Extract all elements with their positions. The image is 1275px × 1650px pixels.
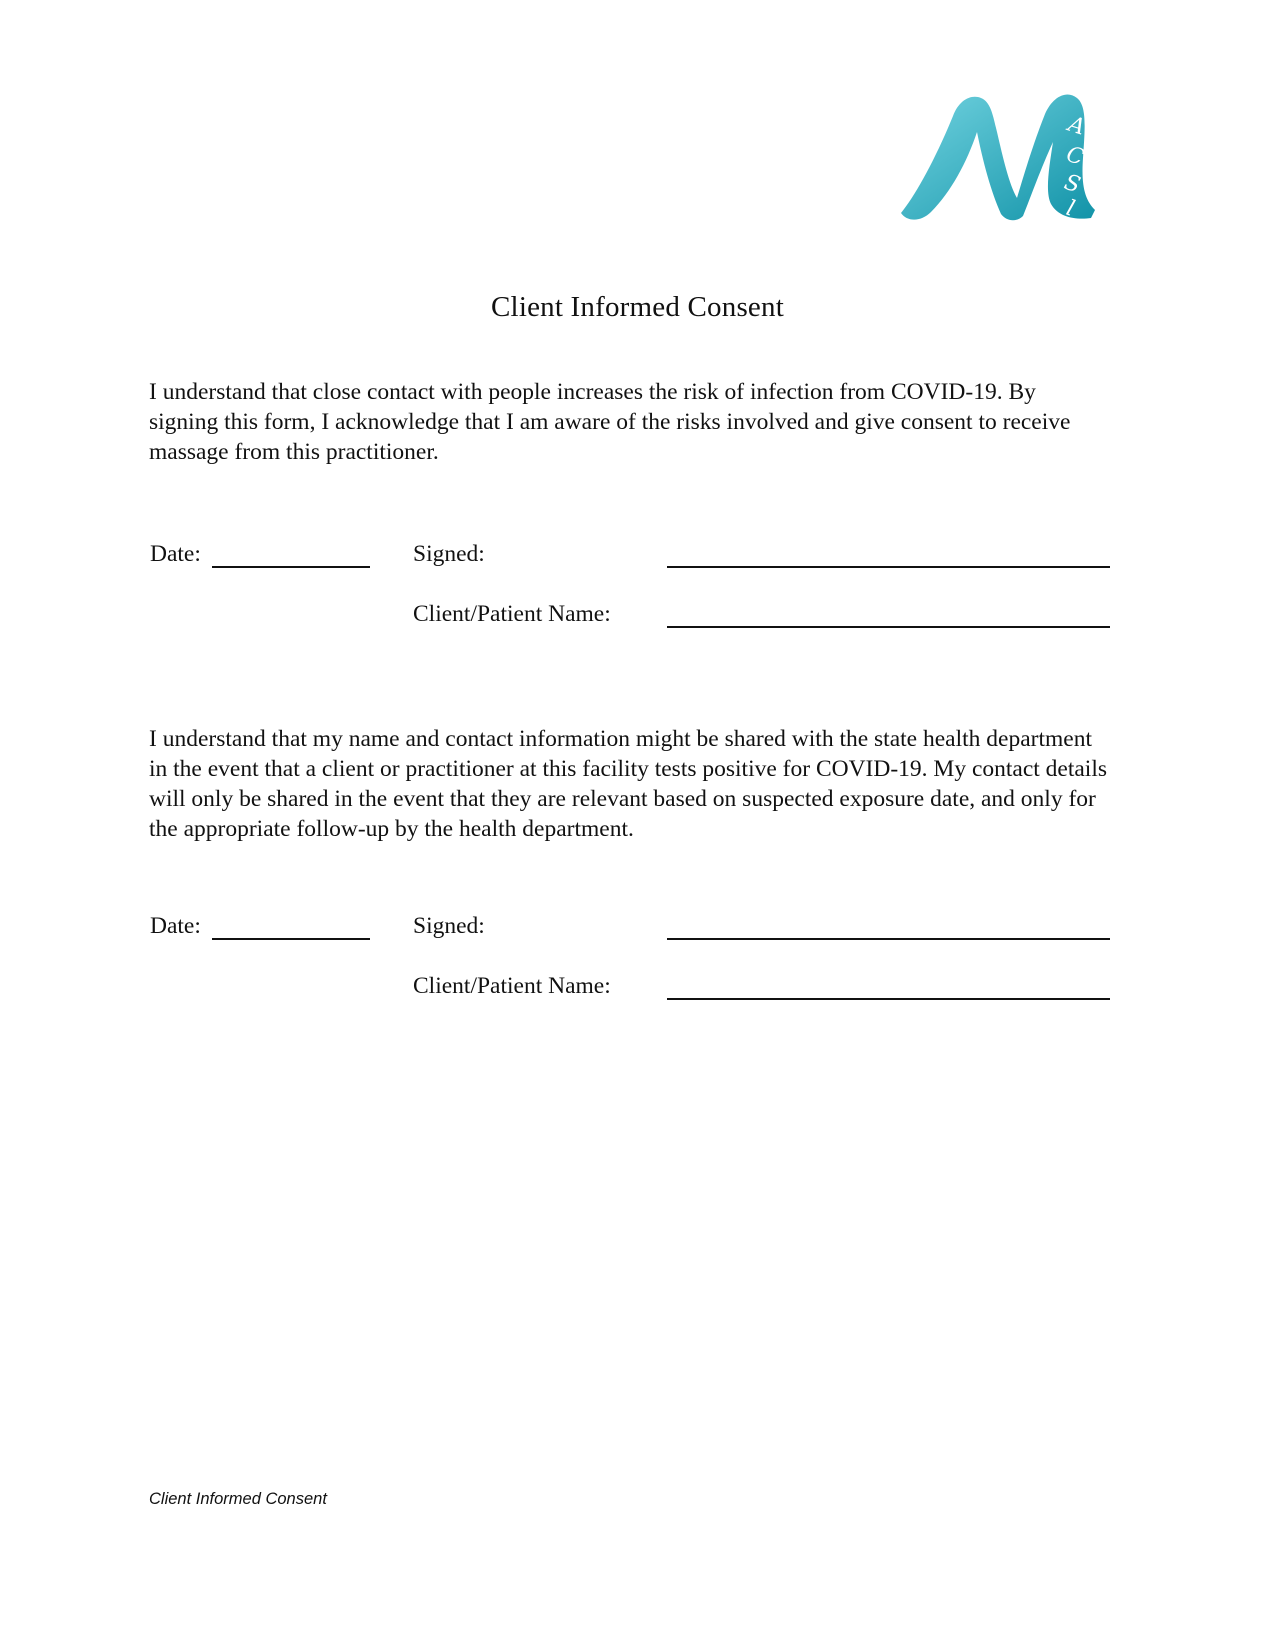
consent-paragraph-contact-sharing: I understand that my name and contact information might be shared with the state health department in the event that a client or practitioner at this facility tests positive for COVID-19. My contact details will only be shared in the event that they are relevant based on suspected exposure date, and only for the appropriate follow-up by the health department. <box>149 726 1108 842</box>
signature-field-line[interactable] <box>667 566 1110 568</box>
logo-letter-c: C <box>1063 141 1087 171</box>
client-name-label: Client/Patient Name: <box>413 601 611 627</box>
logo-mark-icon <box>895 88 1105 238</box>
page-footer: Client Informed Consent <box>149 1490 327 1508</box>
consent-paragraph-covid-risk: I understand that close contact with people increases the risk of infection from COVID-19. By signing this form, I acknowledge that I am aware of the risks involved and give consent to receive massage from this practitioner. <box>149 379 1071 465</box>
client-name-label: Client/Patient Name: <box>413 973 611 999</box>
signed-label: Signed: <box>413 913 485 939</box>
client-name-field-line[interactable] <box>667 998 1110 1000</box>
document-title: Client Informed Consent <box>491 291 784 323</box>
logo-letter-s: S <box>1061 169 1084 199</box>
signed-label: Signed: <box>413 541 485 567</box>
signature-field-line[interactable] <box>667 938 1110 940</box>
masci-logo <box>895 88 1105 238</box>
client-name-field-line[interactable] <box>667 626 1110 628</box>
date-label: Date: <box>150 541 201 567</box>
logo-letter-a: A <box>1065 111 1088 141</box>
logo-letter-i: l <box>1063 195 1078 222</box>
date-field-line[interactable] <box>212 566 370 568</box>
date-field-line[interactable] <box>212 938 370 940</box>
date-label: Date: <box>150 913 201 939</box>
